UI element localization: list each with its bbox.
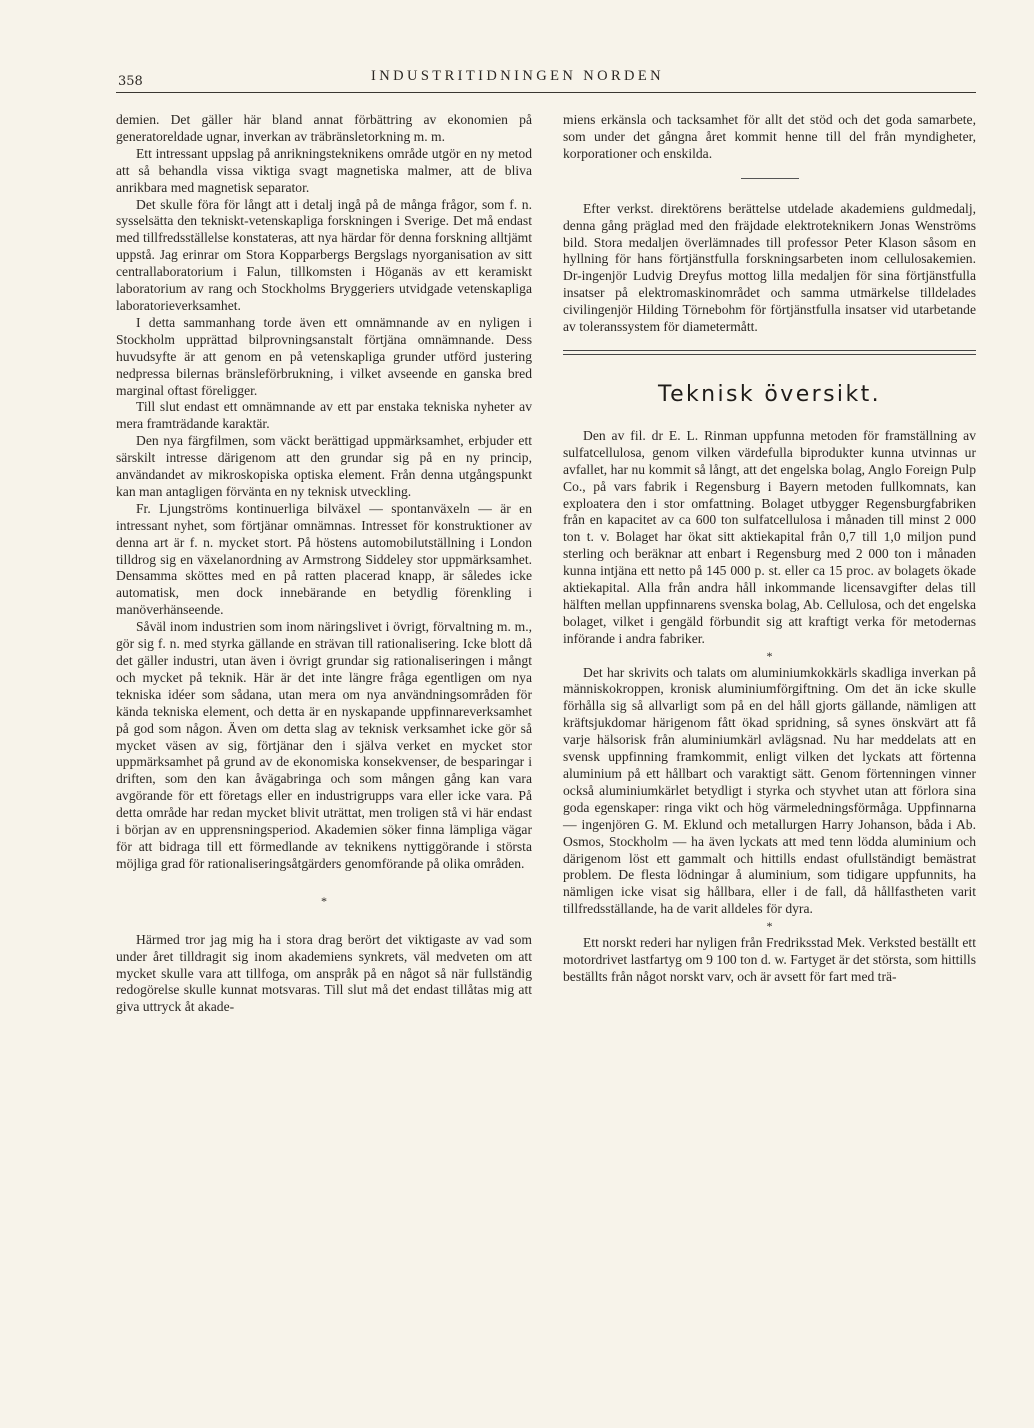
paragraph: demien. Det gäller här bland annat förbättring av ekonomien på generatoreldade ugnar, inverkan av träbränsletorkning m. m. <box>116 112 532 144</box>
left-column <box>116 112 532 1016</box>
paragraph: Härmed tror jag mig ha i stora drag berört det viktigaste av vad som under året tilldragit sig inom akademiens synkrets, väl medveten om att mycket skulle vara att tillfoga, om anspråk på en något så när fullständig redogörelse skulle kunnat motsvaras. Till slut må det endast tillåtas mig att giva uttryck åt akade- <box>116 931 532 1015</box>
paragraph: Den av fil. dr E. L. Rinman uppfunna metoden för framställning av sulfatcellulosa, genom vilken värdefulla biprodukter kunna utvinnas ur avfallet, har nu kommit så långt, att det engelska bolag, Anglo Foreign Pulp Co., på vars fabrik i Regensburg i Bayern metoden fullkomnats, kan exploatera den i stor omfattning. Bolaget utbygger Regensburgfabriken från en kapacitet av ca 600 ton sulfatcellulosa i månaden till minst 2 000 ton t. v. Bolaget har ökat sitt aktiekapital från 0,7 till 1,0 miljon pund sterling och beräknar att enbart i Regensburg med 2 000 ton i månaden kunna intjäna ett netto på 145 000 p. st. eller ca 15 proc. av bolagets ökade aktiekapital. Alla från andra håll inkommande licensavgifter delas till hälften mellan uppfinnarens svenska bolag, Ab. Cellulosa, och det engelska bolaget, vilket i gengäld förbundit sig att kraftigt verka för metodernas införande i andra fabriker. <box>563 427 976 646</box>
asterisk-divider: * <box>321 893 327 908</box>
paragraph: Efter verkst. direktörens berättelse utdelade akademiens guldmedalj, denna gång präglad med den fräjdade elektroteknikern Jonas Wenströms bild. Stora medaljen överlämnades till professor Peter Klason såsom en hyllning för hans förtjänstfulla forskningsarbeten inom cellulosakemien. Dr-ingenjör Ludvig Dreyfus mottog lilla medaljen för sina förtjänstfulla insatser på elektromaskinområdet och samma utmärkelse tilldelades civilingenjör Hilding Törnebohm för förtjänstfulla insatser vid utarbetande av toleranssystem för diametermått. <box>563 200 976 335</box>
paragraph: miens erkänsla och tacksamhet för allt det stöd och det goda samarbete, som under det gångna året kommit henne till del från myndigheter, korporationer och enskilda. <box>563 112 976 161</box>
journal-title: INDUSTRITIDNINGEN NORDEN <box>371 68 665 84</box>
asterisk-divider: * <box>766 648 773 663</box>
right-column <box>563 112 976 986</box>
paragraph: Såväl inom industrien som inom näringslivet i övrigt, förvaltning m. m., gör sig f. n. med styrka gällande en strävan till rationalisering. Icke blott då det gäller industri, utan även i övrigt grundar sig rationaliseringen i mångt och mycket på teknik. Här är det inte längre fråga egentligen om nya tekniska idéer som sådana, utan mera om nya användningsområden för kända tekniska element, och detta är en nyskapande uppfinnareverksamhet på god som någon. Även om detta slag av teknisk verksamhet icke gör så mycket väsen av sig, förtjänar den i själva verket en mycket stor uppmärksamhet på grund av de ekonomiska konsekvenser, de besparingar i driften, som den kan åvägabringa och som mången gång kan vara avgörande för ett företags eller en industrigrupps vara eller icke vara. På detta område har redan mycket blivit uträttat, men troligen stå vi här endast i början av en upprensningsperiod. Akademien söker finna lämpliga vägar för att bidraga till ett förmedlande av teknikens nyttiggörande i största möjliga grad för rationaliseringsåtgärders genomförande på olika områden. <box>116 619 532 871</box>
paragraph: Till slut endast ett omnämnande av ett par enstaka tekniska nyheter av mera framträdande karaktär. <box>116 399 532 432</box>
section-title: Teknisk översikt. <box>657 381 882 407</box>
paragraph: Den nya färgfilmen, som väckt berättigad uppmärksamhet, erbjuder ett särskilt intresse därigenom att den grundar sig på en ny princip, användandet av mikroskopiska optiska element. Från denna utgångspunkt kan man antagligen förvänta en ny teknisk utveckling. <box>116 433 532 499</box>
paragraph: Ett intressant uppslag på anrikningsteknikens område utgör en ny metod att så behandla vissa viktiga svagt magnetiska malmer, att de bliva anrikbara med magnetisk separator. <box>116 145 532 195</box>
asterisk-divider: * <box>766 919 773 934</box>
page-header <box>116 66 976 93</box>
double-rule <box>563 350 976 355</box>
paragraph: Fr. Ljungströms kontinuerliga bilväxel — spontanväxeln — är en intressant nyhet, som förtjänar omnämnas. Intresset för konstruktioner av denna art är f. n. mycket stort. På höstens automobilutställning i London tilldrog sig en växelanordning av Armstrong Siddeley stor uppmärksamhet. Densamma sköttes med en på ratten placerad knapp, är således icke automatisk, men dock innebärande en betydlig förenkling i manöverhänseende. <box>116 500 532 618</box>
paragraph: I detta sammanhang torde även ett omnämnande av en nyligen i Stockholm upprättad bilprovningsanstalt förtjäna omnämnande. Dess huvudsyfte är att genom en på vetenskapliga grunder utförd justering nedpressa bilernas bränsleförbrukning, i vilket avseende en ganska bred marginal oftast föreligger. <box>116 314 532 398</box>
divider <box>741 178 799 179</box>
page-number: 358 <box>118 74 143 89</box>
paragraph: Ett norskt rederi har nyligen från Fredriksstad Mek. Verksted beställt ett motordrivet lastfartyg om 9 100 ton d. w. Fartyget är det största, som hittills beställts från något norskt varv, och är avsett för fart med trä- <box>563 935 976 984</box>
paragraph: Det skulle föra för långt att i detalj ingå på de många frågor, som f. n. sysselsätta den tekniskt-vetenskapliga forskningen i Sverige. Det må endast med tillfredsställelse konstateras, att nya härdar för denna forskning alltjämt uppstå. Jag erinrar om Stora Kopparbergs Bergslags nyorganisation av sitt centrallaboratorium i Falun, tillkomsten i Höganäs av ett keramiskt laboratorium av rang och Stockholms Bryggeriers utvidgade vetenskapliga laboratorieverksamhet. <box>116 196 532 313</box>
paragraph: Det har skrivits och talats om aluminiumkokkärls skadliga inverkan på människokroppen, kronisk aluminiumförgiftning. Om det än icke skulle förhålla sig så allvarligt som på en del håll gjorts gällande, nämligen att kräftsjukdomar härigenom fått ökad spridning, så synes önskvärt att få varje hälsorisk från aluminiumkärl avlägsnad. Nu har meddelats att en svensk uppfinning framkommit, enligt vilken det lyckats att förtenna aluminium på ett hållbart och varaktigt sätt. Genom förtenningen vinner också aluminiumkärlet betydligt i styrka och styvhet utan att förlora sina goda egenskaper: ringa vikt och hög värmeledningsförmåga. Uppfinnarna — ingenjören G. M. Eklund och metallurgen Harry Johanson, båda i Ab. Osmos, Stockholm — ha även lyckats att med tenn lödda aluminium och därigenom löst ett gammalt och hittills endast ofullständigt bemästrat problem. De flesta lödningar å aluminium, som tidigare uppfunnits, ha nämligen icke visat sig hållbara, eller i de fall, då hållfastheten varit tillfredsställande, ha de varit alldeles för dyra. <box>563 664 976 917</box>
